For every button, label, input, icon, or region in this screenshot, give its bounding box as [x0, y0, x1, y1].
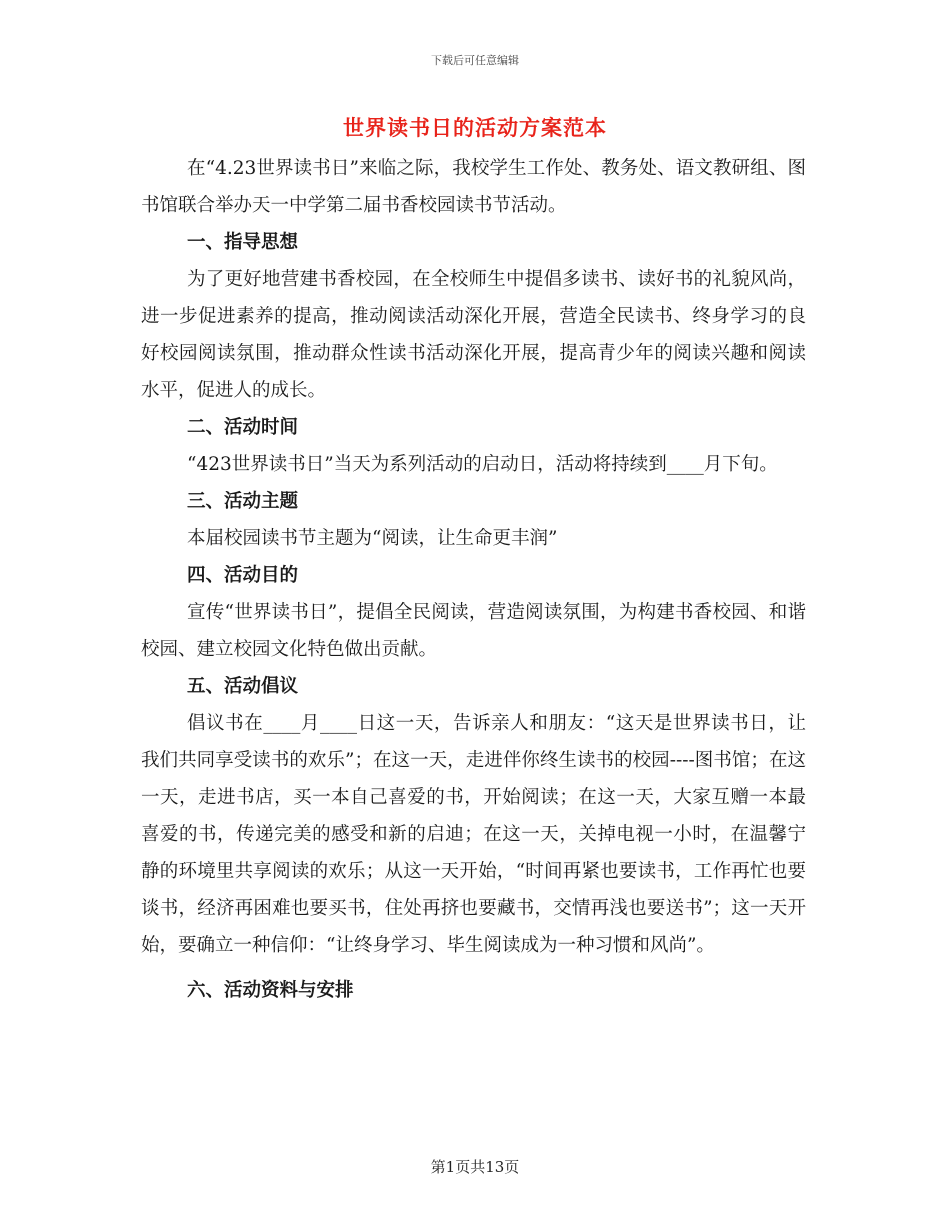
- section-heading-activity-arrangement: 六、活动资料与安排: [187, 980, 354, 1001]
- section-body-guiding-thought: 为了更好地营建书香校园，在全校师生中提倡多读书、读好书的礼貌风尚，进一步促进素养的提高，推动阅读活动深化开展，营造全民读书、终身学习的良好校园阅读氛围，推动群众性读书活动深化开展，提高青少年的阅读兴趣和阅读水平，促进人的成长。: [141, 269, 806, 401]
- section-heading-activity-time: 二、活动时间: [187, 417, 299, 438]
- section-body-activity-theme: 本届校园读书节主题为“阅读，让生命更丰润”: [187, 528, 558, 549]
- document-title: 世界读书日的活动方案范本: [343, 116, 607, 140]
- section-body-activity-time: “423世界读书日”当天为系列活动的启动日，活动将持续到____月下旬。: [187, 454, 778, 475]
- section-heading-activity-theme: 三、活动主题: [187, 491, 299, 512]
- section-body-activity-purpose: 宣传“世界读书日”，提倡全民阅读，营造阅读氛围，为构建书香校园、和谐校园、建立校园文化特色做出贡献。: [141, 602, 806, 660]
- section-heading-guiding-thought: 一、指导思想: [187, 232, 299, 253]
- section-heading-activity-proposal: 五、活动倡议: [187, 676, 299, 697]
- page-number-footer: 第1页共13页: [430, 1158, 520, 1176]
- section-heading-activity-purpose: 四、活动目的: [187, 565, 299, 586]
- intro-paragraph: 在“4.23世界读书日”来临之际，我校学生工作处、教务处、语文教研组、图书馆联合举办天一中学第二届书香校园读书节活动。: [141, 158, 806, 216]
- page-header-note: 下载后可任意编辑: [431, 54, 519, 67]
- section-body-activity-proposal: 倡议书在____月____日这一天，告诉亲人和朋友：“这天是世界读书日，让我们共同享受读书的欢乐”；在这一天，走进伴你终生读书的校园----图书馆；在这一天，走进书店，买一本自己喜爱的书，开始阅读；在这一天，大家互赠一本最喜爱的书，传递完美的感受和新的启迪；在这一天，关掉电视一小时，在温馨宁静的环境里共享阅读的欢乐；从这一天开始，“时间再紧也要读书，工作再忙也要谈书，经济再困难也要买书，住处再挤也要藏书，交情再浅也要送书”；这一天开始，要确立一种信仰：“让终身学习、毕生阅读成为一种习惯和风尚”。: [141, 713, 806, 956]
- document-body: [141, 150, 806, 1009]
